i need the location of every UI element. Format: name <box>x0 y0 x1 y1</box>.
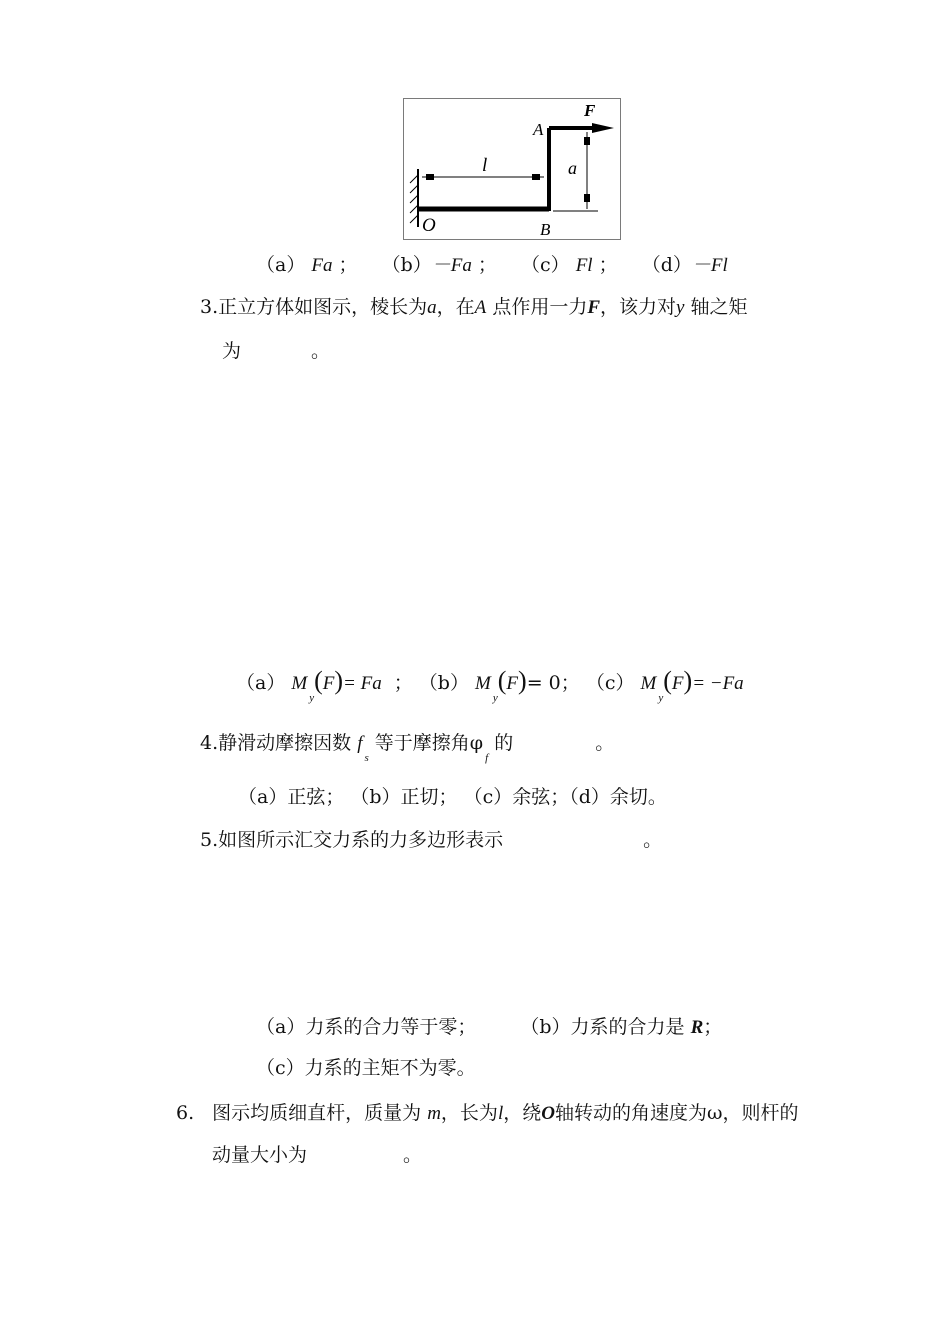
q5-opt-a: （a）力系的合力等于零； <box>256 1016 477 1038</box>
q2-opt-c: （c） Fl ； <box>520 254 618 276</box>
q5-number: 5. <box>200 829 219 851</box>
q5-opt-c: （c）力系的主矩不为零。 <box>256 1057 476 1079</box>
q3-opt-b: （b） $M_y(F)= 0$； <box>418 666 580 704</box>
label-A: A <box>533 120 544 139</box>
q2-opt-a: （a） Fa ； <box>256 254 358 276</box>
q4-question: 4.静滑动摩擦因数 $f_s$ 等于摩擦角$\varphi_f$ 的 。 <box>200 732 615 764</box>
q3-opt-a: （a） $M_y(F)= Fa$ ； <box>236 666 413 704</box>
q3-options <box>236 666 744 704</box>
q2-options <box>256 250 728 277</box>
beam-diagram-svg <box>404 99 620 239</box>
q6-number: 6. <box>176 1102 195 1124</box>
q2-opt-b: （b）－Fa ； <box>381 254 497 276</box>
label-F: F <box>584 101 596 120</box>
q3-line-2: 为 。 <box>222 340 331 362</box>
q5-question: 5.如图所示汇交力系的力多边形表示 。 <box>200 829 663 851</box>
q5-options-row-1 <box>256 1012 722 1039</box>
q5-opt-b: （b）力系的合力是 R； <box>520 1016 723 1038</box>
q4-options: （a）正弦； （b）正切； （c）余弦；（d）余切。 <box>238 786 667 808</box>
label-B: B <box>540 220 551 239</box>
wall-hatch <box>410 175 418 223</box>
q6-line-2: 动量大小为 。 <box>212 1144 423 1166</box>
label-O: O <box>422 215 436 236</box>
label-l: l <box>482 155 488 176</box>
q6-line-1: 6. 图示均质细直杆，质量为 m，长为l，绕O轴转动的角速度为ω，则杆的 <box>176 1102 799 1124</box>
q2-opt-d: （d）－Fl <box>641 254 728 276</box>
q3-line-1: 3.正立方体如图示，棱长为a，在A 点作用一力F，该力对y 轴之矩 <box>200 296 748 318</box>
q3-opt-c: （c） $M_y(F)= -Fa$ <box>585 666 744 704</box>
label-a: a <box>568 158 577 178</box>
q3-number: 3. <box>200 296 219 318</box>
force-arrow <box>592 123 614 133</box>
q4-number: 4. <box>200 732 219 754</box>
figure-beam-diagram <box>403 98 621 240</box>
